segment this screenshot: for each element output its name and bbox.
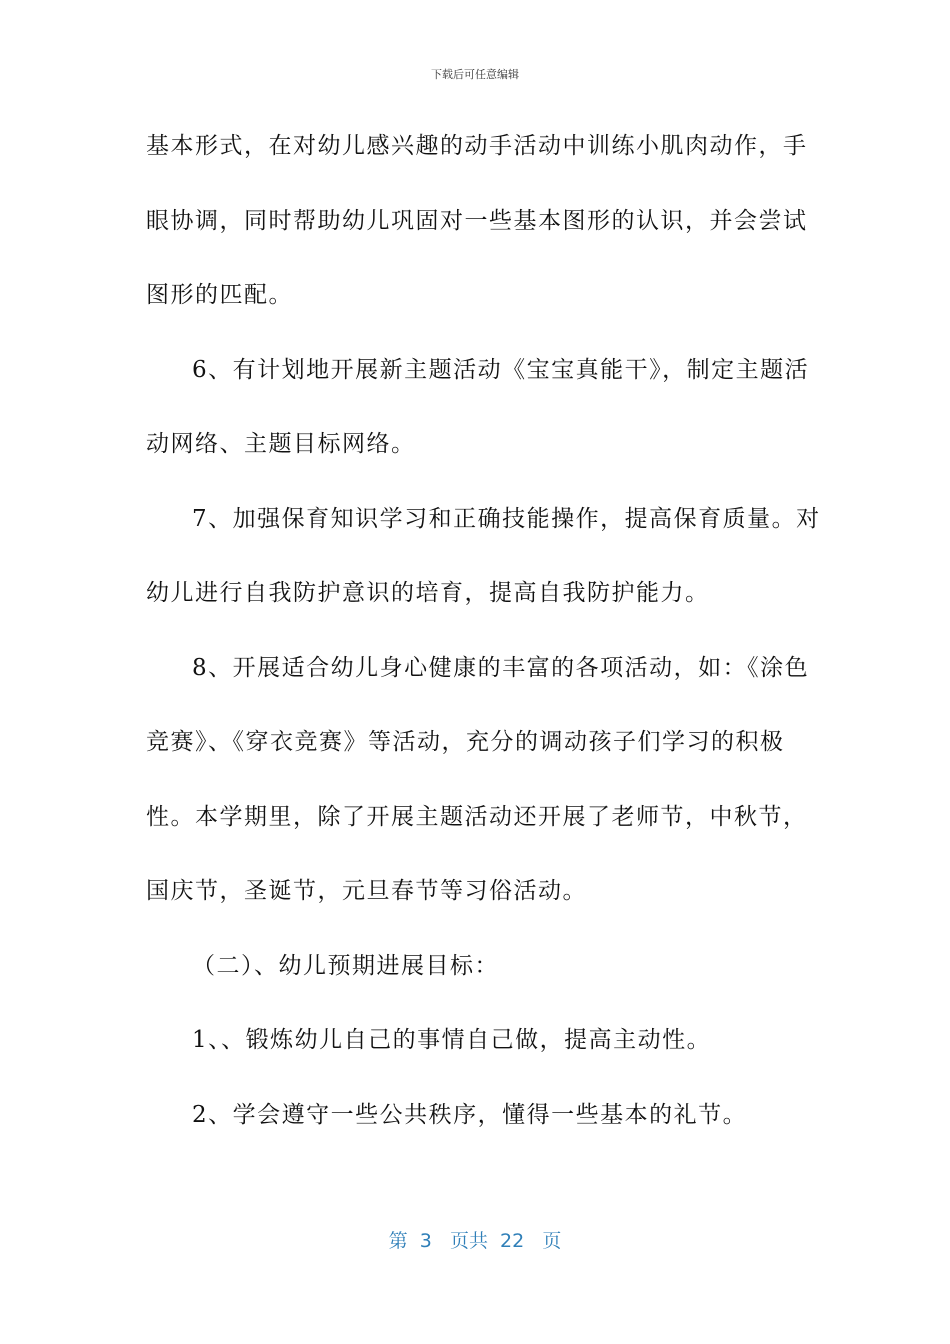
goal-item-2: 2、学会遵守一些公共秩序，懂得一些基本的礼节。	[192, 1101, 748, 1128]
page-header-note: 下载后可任意编辑	[431, 68, 519, 81]
document-body	[146, 120, 821, 1163]
current-page-number: 3	[419, 1230, 432, 1252]
page-number-footer	[0, 1226, 950, 1253]
paragraph-7-start: 7、加强保育知识学习和正确技能操作，提高保育质量。对	[192, 505, 821, 532]
footer-suffix: 页	[542, 1230, 562, 1252]
text-line: 竞赛》、《穿衣竞赛》等活动，充分的调动孩子们学习的积极	[146, 729, 785, 755]
total-pages-number: 22	[500, 1230, 525, 1252]
paragraph-6-start: 6、有计划地开展新主题活动《宝宝真能干》，制定主题活	[192, 356, 810, 383]
text-line: 幼儿进行自我防护意识的培育，提高自我防护能力。	[146, 580, 710, 606]
goal-item-1: 1、、锻炼幼儿自己的事情自己做，提高主动性。	[192, 1027, 712, 1053]
footer-prefix: 第	[388, 1230, 408, 1252]
text-line: 图形的匹配。	[146, 282, 293, 308]
text-line: 国庆节，圣诞节，元旦春节等习俗活动。	[146, 878, 587, 904]
text-line: 眼协调，同时帮助幼儿巩固对一些基本图形的认识，并会尝试	[146, 207, 808, 234]
text-line: 性。本学期里，除了开展主题活动还开展了老师节，中秋节，	[146, 803, 808, 830]
paragraph-8-start: 8、开展适合幼儿身心健康的丰富的各项活动，如：《涂色	[192, 654, 810, 681]
text-line: 基本形式，在对幼儿感兴趣的动手活动中训练小肌肉动作，手	[146, 133, 808, 159]
section-heading: （二）、幼儿预期进展目标：	[192, 952, 499, 979]
text-line: 动网络、主题目标网络。	[146, 431, 416, 457]
footer-middle: 页共	[449, 1230, 488, 1252]
